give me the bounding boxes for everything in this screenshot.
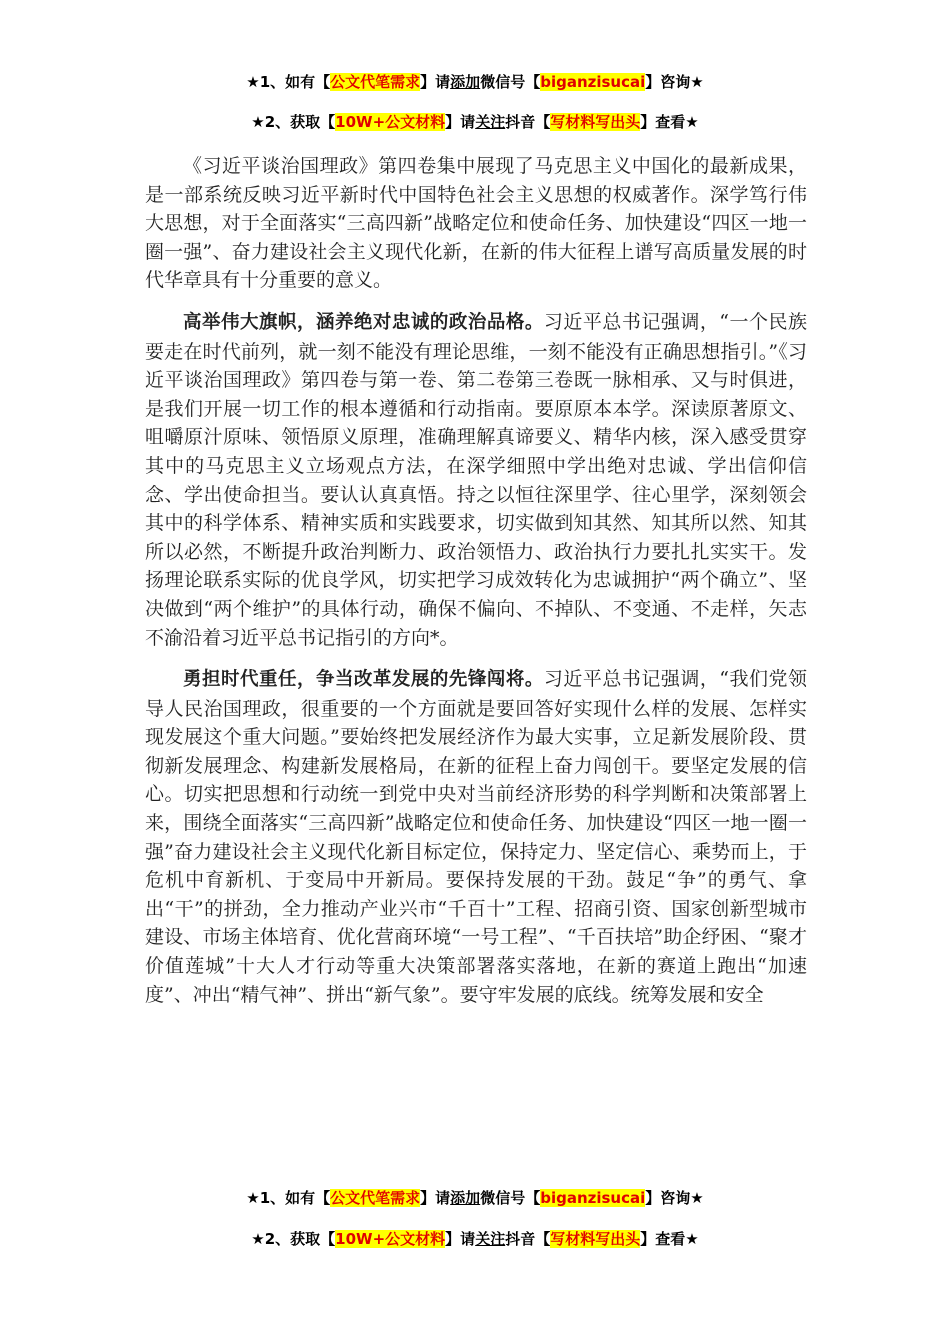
paragraph-reform-development (145, 665, 807, 1009)
star-icon: ★ (246, 73, 260, 91)
underlined-label: 关注 (475, 113, 506, 131)
star-icon: ★ (246, 1189, 260, 1207)
footer-banner-2 (0, 1228, 950, 1250)
star-icon: ★ (251, 1230, 265, 1248)
banner-text: 2、获取【 (264, 1230, 336, 1248)
underlined-label: 添加 (450, 73, 481, 91)
banner-text: 1、如有【 (259, 1189, 331, 1207)
paragraph-intro (145, 152, 807, 295)
banner-text: 】请 (445, 1230, 476, 1248)
paragraph-political-loyalty (145, 308, 807, 652)
banner-text: 】咨询 (645, 73, 691, 91)
banner-text: 抖音【 (505, 1230, 551, 1248)
underlined-label: 添加 (450, 1189, 481, 1207)
header-banner-2 (0, 111, 950, 133)
paragraph-text: 习近平总书记强调，“我们党领导人民治国理政，很重要的一个方面就是要回答好实现什么样的发展、怎样实现发展这个重大问题。”要始终把发展经济作为最大实事，立足新发展阶段、贯彻新发展理念、构建新发展格局，在新的征程上奋力闯创干。要坚定发展的信心。切实把思想和行动统一到党中央对当前经济形势的科学判断和决策部署上来，围绕全面落实“三高四新”战略定位和使命任务、加快建设“四区一地一圈一强”奋力建设社会主义现代化新目标定位，保持定力、坚定信心、乘势而上，于危机中育新机、于变局中开新局。要保持发展的干劲。鼓足“争”的勇气、拿出“干”的拼劲，全力推动产业兴市“千百十”工程、招商引资、国家创新型城市建设、市场主体培育、优化营商环境“一号工程”、“千百扶培”助企纾困、“聚才 价值莲城”十大人才行动等重大决策部署落实落地，在新的赛道上跑出“加速度”、冲出“精气神”、拼出“新气象”。要守牢发展的底线。统筹发展和安全 (145, 668, 807, 1006)
paragraph-text: 习近平总书记强调，“一个民族要走在时代前列，就一刻不能没有理论思维，一刻不能没有正确思想指引。”《习近平谈治国理政》第四卷与第一卷、第二卷第三卷既一脉相承、又与时俱进，是我们开展一切工作的根本遵循和行动指南。要原原本本学。深读原著原文、咀嚼原汁原味、领悟原义原理，准确理解真谛要义、精华内核，深入感受贯穿其中的马克思主义立场观点方法，在深学细照中学出绝对忠诚、学出信仰信念、学出使命担当。要认认真真悟。持之以恒往深里学、往心里学，深刻领会其中的科学体系、精神实质和实践要求，切实做到知其然、知其所以然、知其所以必然，不断提升政治判断力、政治领悟力、政治执行力要扎扎实实干。发扬理论联系实际的优良学风，切实把学习成效转化为忠诚拥护“两个确立”、坚决做到“两个维护”的具体行动，确保不偏向、不掉队、不变通、不走样，矢志不渝沿着习近平总书记指引的方向*。 (145, 310, 807, 649)
highlight-label: 公文代笔需求 (330, 73, 421, 91)
star-icon: ★ (690, 73, 704, 91)
star-icon: ★ (685, 1230, 699, 1248)
banner-text: 2、获取【 (264, 113, 336, 131)
banner-text: 】请 (445, 113, 476, 131)
header-banner-1 (0, 71, 950, 93)
banner-text: 】请 (420, 1189, 451, 1207)
banner-text: 微信号【 (480, 73, 541, 91)
highlight-label: 10W+公文材料 (335, 1230, 446, 1248)
footer-banner-1 (0, 1187, 950, 1209)
banner-text: 1、如有【 (259, 73, 331, 91)
banner-text: 微信号【 (480, 1189, 541, 1207)
paragraph-text: 《习近平谈治国理政》第四卷集中展现了马克思主义中国化的最新成果，是一部系统反映习近平新时代中国特色社会主义思想的权威著作。深学笃行伟大思想，对于全面落实“三高四新”战略定位和使命任务、加快建设“四区一地一圈一强”、奋力建设社会主义现代化新，在新的伟大征程上谱写高质量发展的时代华章具有十分重要的意义。 (145, 155, 807, 292)
highlight-label: 10W+公文材料 (335, 113, 446, 131)
douyin-highlight: 写材料写出头 (550, 1230, 641, 1248)
banner-text: 】查看 (640, 1230, 686, 1248)
douyin-highlight: 写材料写出头 (550, 113, 641, 131)
banner-text: 抖音【 (505, 113, 551, 131)
wechat-id-highlight: biganzisucai (540, 73, 646, 91)
paragraph-heading: 高举伟大旗帜，涵养绝对忠诚的政治品格。 (183, 311, 544, 333)
article-body (145, 152, 807, 1009)
banner-text: 】查看 (640, 113, 686, 131)
star-icon: ★ (251, 113, 265, 131)
star-icon: ★ (685, 113, 699, 131)
underlined-label: 关注 (475, 1230, 506, 1248)
wechat-id-highlight: biganzisucai (540, 1189, 646, 1207)
star-icon: ★ (690, 1189, 704, 1207)
highlight-label: 公文代笔需求 (330, 1189, 421, 1207)
banner-text: 】咨询 (645, 1189, 691, 1207)
banner-text: 】请 (420, 73, 451, 91)
paragraph-heading: 勇担时代重任，争当改革发展的先锋闯将。 (183, 669, 544, 691)
